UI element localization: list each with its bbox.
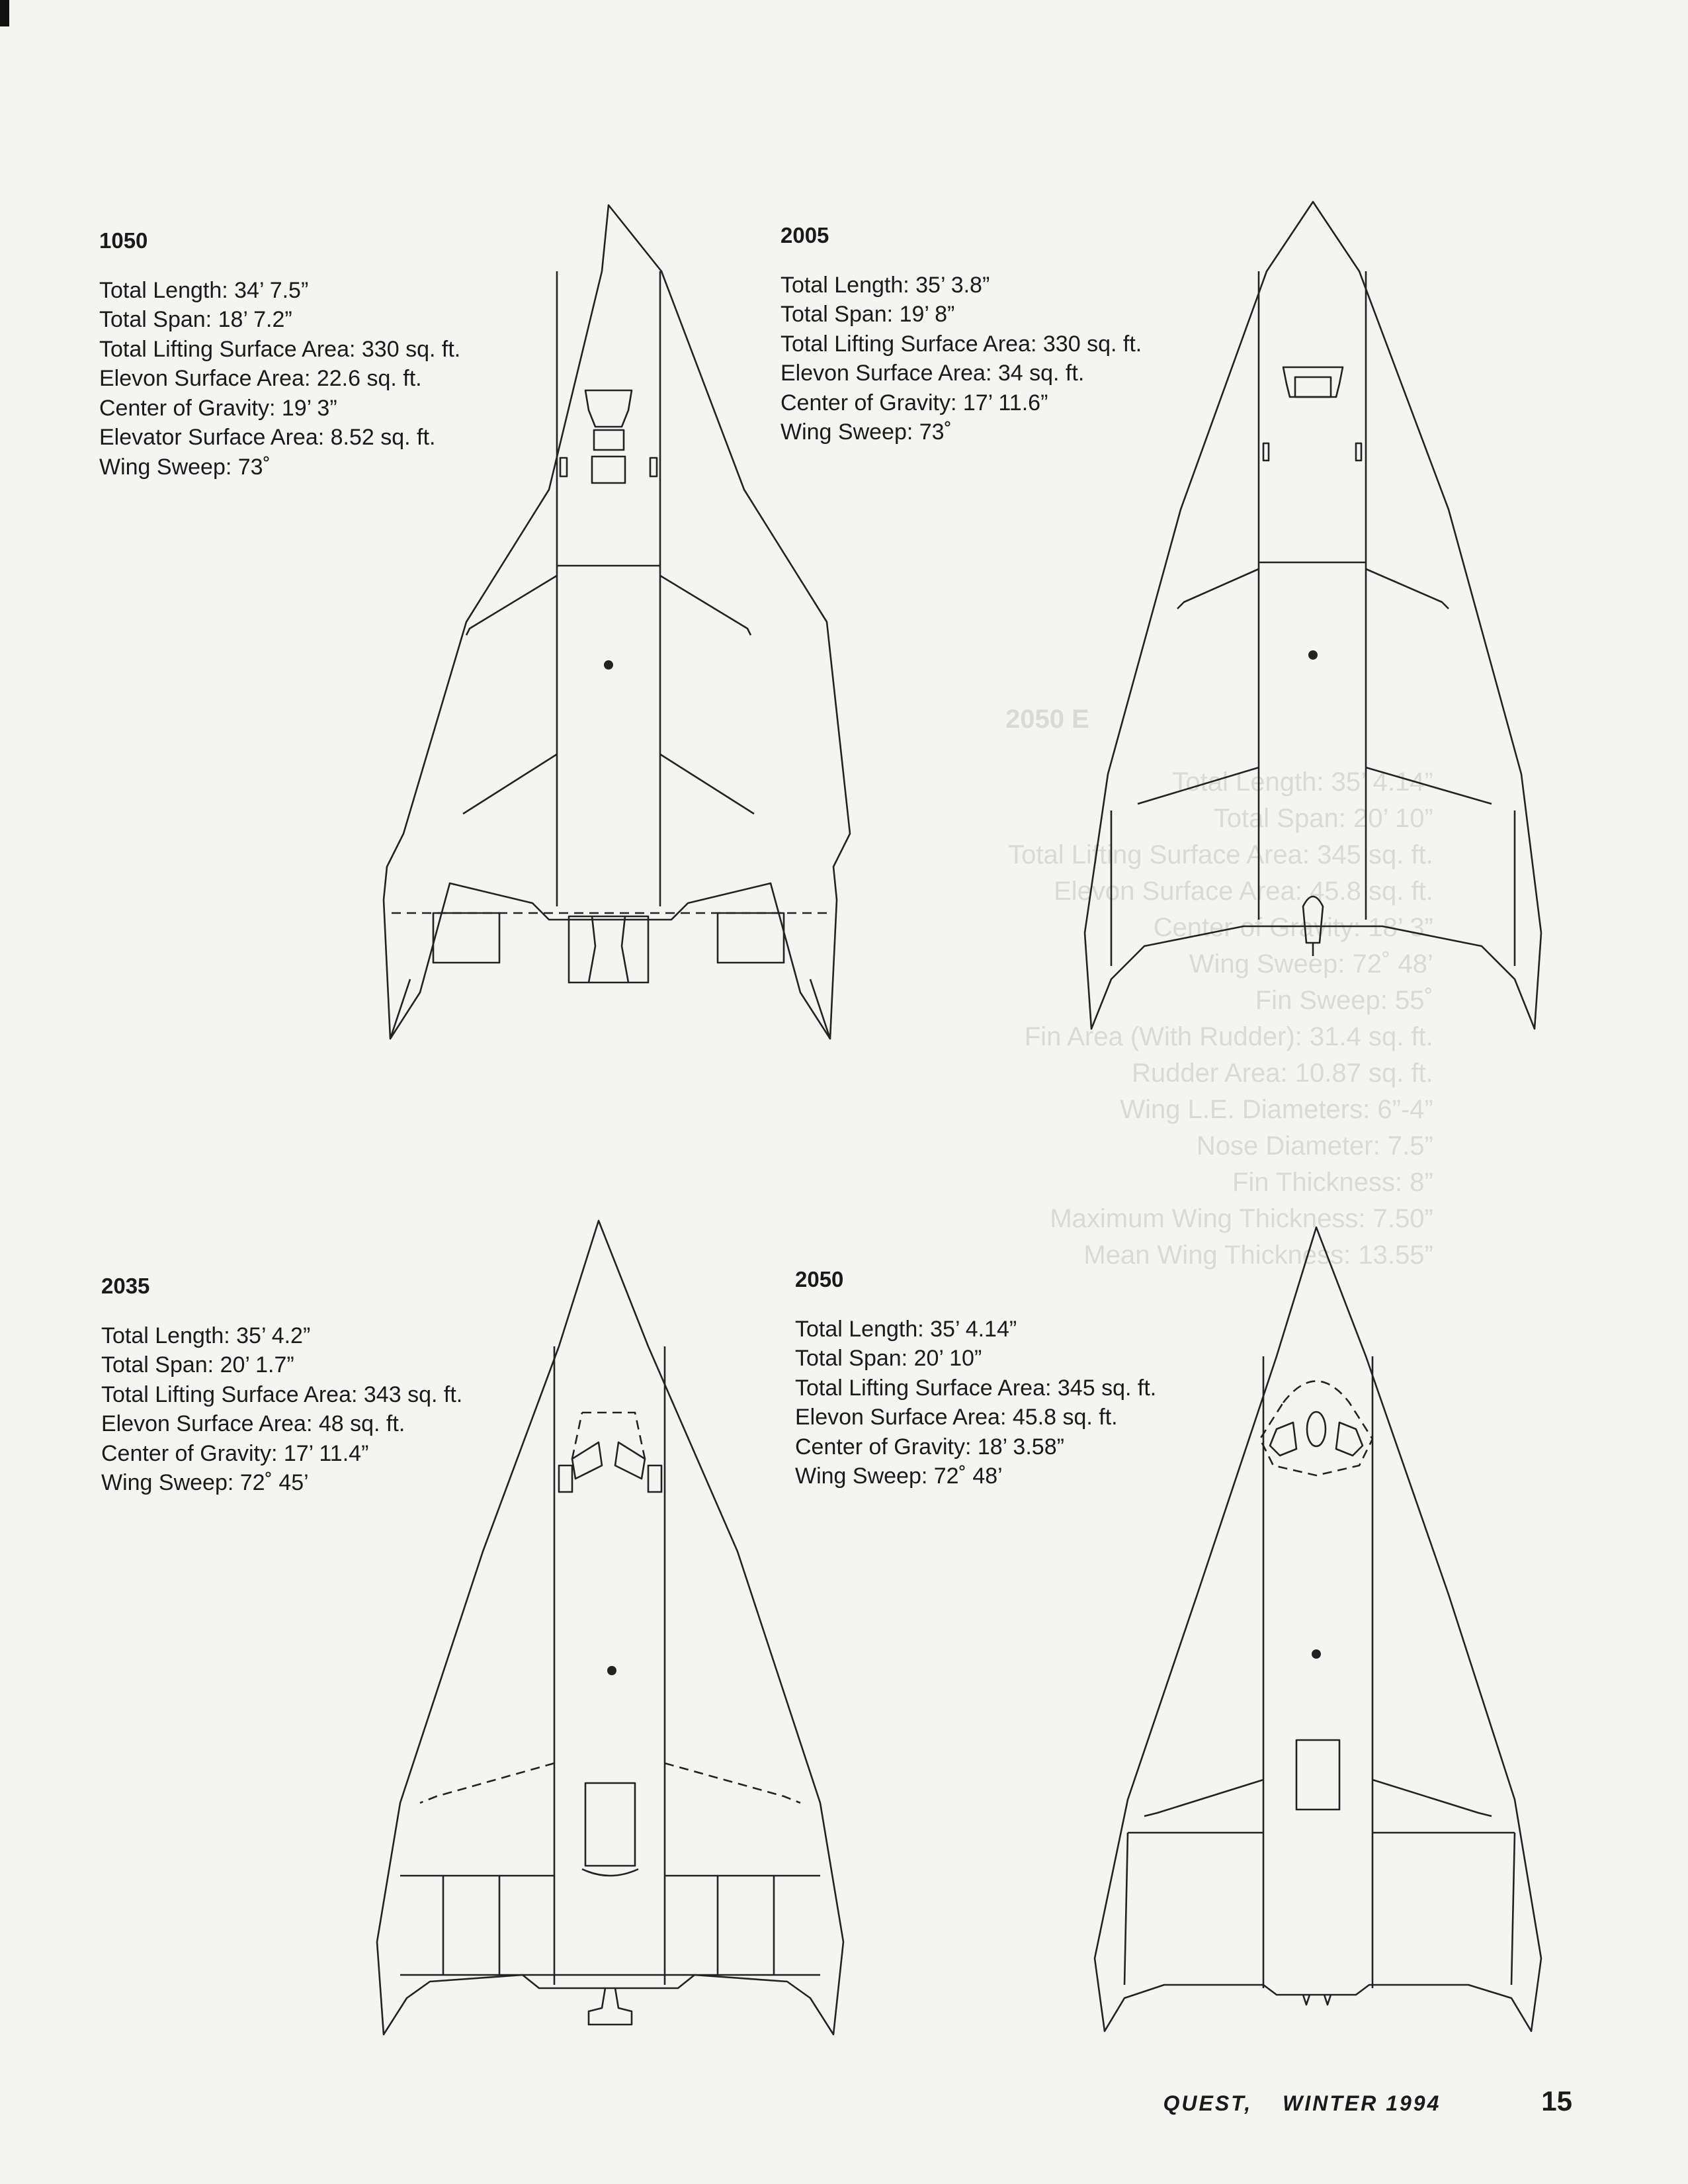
aircraft-drawing-2035	[370, 1214, 860, 2041]
spec-elevon-area: Elevon Surface Area: 48 sq. ft.	[101, 1411, 405, 1436]
spec-title: 2005	[781, 223, 829, 247]
spec-lifting-area: Total Lifting Surface Area: 345 sq. ft.	[795, 1375, 1157, 1401]
bleed-line: Mean Wing Thickness: 13.55”	[1083, 1241, 1433, 1270]
spec-lifting-area: Total Lifting Surface Area: 343 sq. ft.	[101, 1381, 463, 1407]
spec-total-length: Total Length: 35’ 3.8”	[781, 272, 990, 298]
spec-total-span: Total Span: 20’ 10”	[795, 1346, 982, 1371]
spec-wing-sweep: Wing Sweep: 72˚ 48’	[795, 1463, 1003, 1489]
page-footer	[1163, 2085, 1572, 2117]
aircraft-drawing-2005	[1072, 198, 1558, 1029]
spec-total-length: Total Length: 35’ 4.14”	[795, 1316, 1017, 1342]
spec-title: 2050	[795, 1267, 844, 1291]
page-number: 15	[1541, 2085, 1572, 2117]
bleed-line: Fin Area (With Rudder): 31.4 sq. ft.	[1024, 1022, 1433, 1051]
spec-wing-sweep: Wing Sweep: 72˚ 45’	[101, 1470, 309, 1495]
spec-total-span: Total Span: 20’ 1.7”	[101, 1352, 294, 1377]
bleed-through-title: 2050 E	[1005, 705, 1089, 734]
spec-total-length: Total Length: 35’ 4.2”	[101, 1323, 311, 1348]
bleed-line: Fin Sweep: 55˚	[1255, 986, 1433, 1015]
spec-center-gravity: Center of Gravity: 17’ 11.4”	[101, 1440, 369, 1466]
spec-elevator-area: Elevator Surface Area: 8.52 sq. ft.	[99, 425, 436, 450]
bleed-line: Total Length: 35’ 4.14”	[1172, 767, 1433, 797]
page-edge-mark	[0, 0, 9, 26]
bleed-line: Wing L.E. Diameters: 6”-4”	[1120, 1095, 1433, 1124]
aircraft-drawing-2050	[1065, 1224, 1581, 2041]
spec-elevon-area: Elevon Surface Area: 45.8 sq. ft.	[795, 1405, 1118, 1430]
spec-elevon-area: Elevon Surface Area: 34 sq. ft.	[781, 361, 1085, 386]
spec-lifting-area: Total Lifting Surface Area: 330 sq. ft.	[99, 336, 461, 362]
spec-wing-sweep: Wing Sweep: 73˚	[781, 419, 952, 445]
bleed-line: Fin Thickness: 8”	[1232, 1168, 1433, 1197]
bleed-line: Rudder Area: 10.87 sq. ft.	[1131, 1059, 1433, 1088]
bleed-line: Elevon Surface Area: 45.8 sq. ft.	[1054, 877, 1433, 906]
bleed-line: Wing Sweep: 72˚ 48’	[1189, 949, 1433, 979]
spec-total-span: Total Span: 18’ 7.2”	[99, 307, 292, 332]
bleed-line: Total Lifting Surface Area: 345 sq. ft.	[1008, 840, 1433, 869]
bleed-line: Center of Gravity: 18’ 3”	[1153, 913, 1433, 942]
spec-total-length: Total Length: 34’ 7.5”	[99, 277, 309, 303]
spec-elevon-area: Elevon Surface Area: 22.6 sq. ft.	[99, 366, 422, 391]
spec-total-span: Total Span: 19’ 8”	[781, 302, 955, 327]
bleed-line: Nose Diameter: 7.5”	[1196, 1131, 1433, 1160]
spec-center-gravity: Center of Gravity: 17’ 11.6”	[781, 390, 1048, 415]
bleed-line: Maximum Wing Thickness: 7.50”	[1050, 1204, 1433, 1233]
aircraft-drawing-1050	[370, 198, 860, 1039]
issue-label: WINTER 1994	[1283, 2091, 1441, 2115]
spec-lifting-area: Total Lifting Surface Area: 330 sq. ft.	[781, 331, 1142, 357]
bleed-line: Total Span: 20’ 10”	[1213, 804, 1433, 833]
spec-title: 2035	[101, 1274, 150, 1298]
spec-center-gravity: Center of Gravity: 18’ 3.58”	[795, 1434, 1064, 1460]
spec-title: 1050	[99, 228, 148, 253]
spec-center-gravity: Center of Gravity: 19’ 3”	[99, 395, 337, 421]
spec-wing-sweep: Wing Sweep: 73˚	[99, 454, 271, 480]
publication-name: QUEST,	[1163, 2091, 1253, 2115]
